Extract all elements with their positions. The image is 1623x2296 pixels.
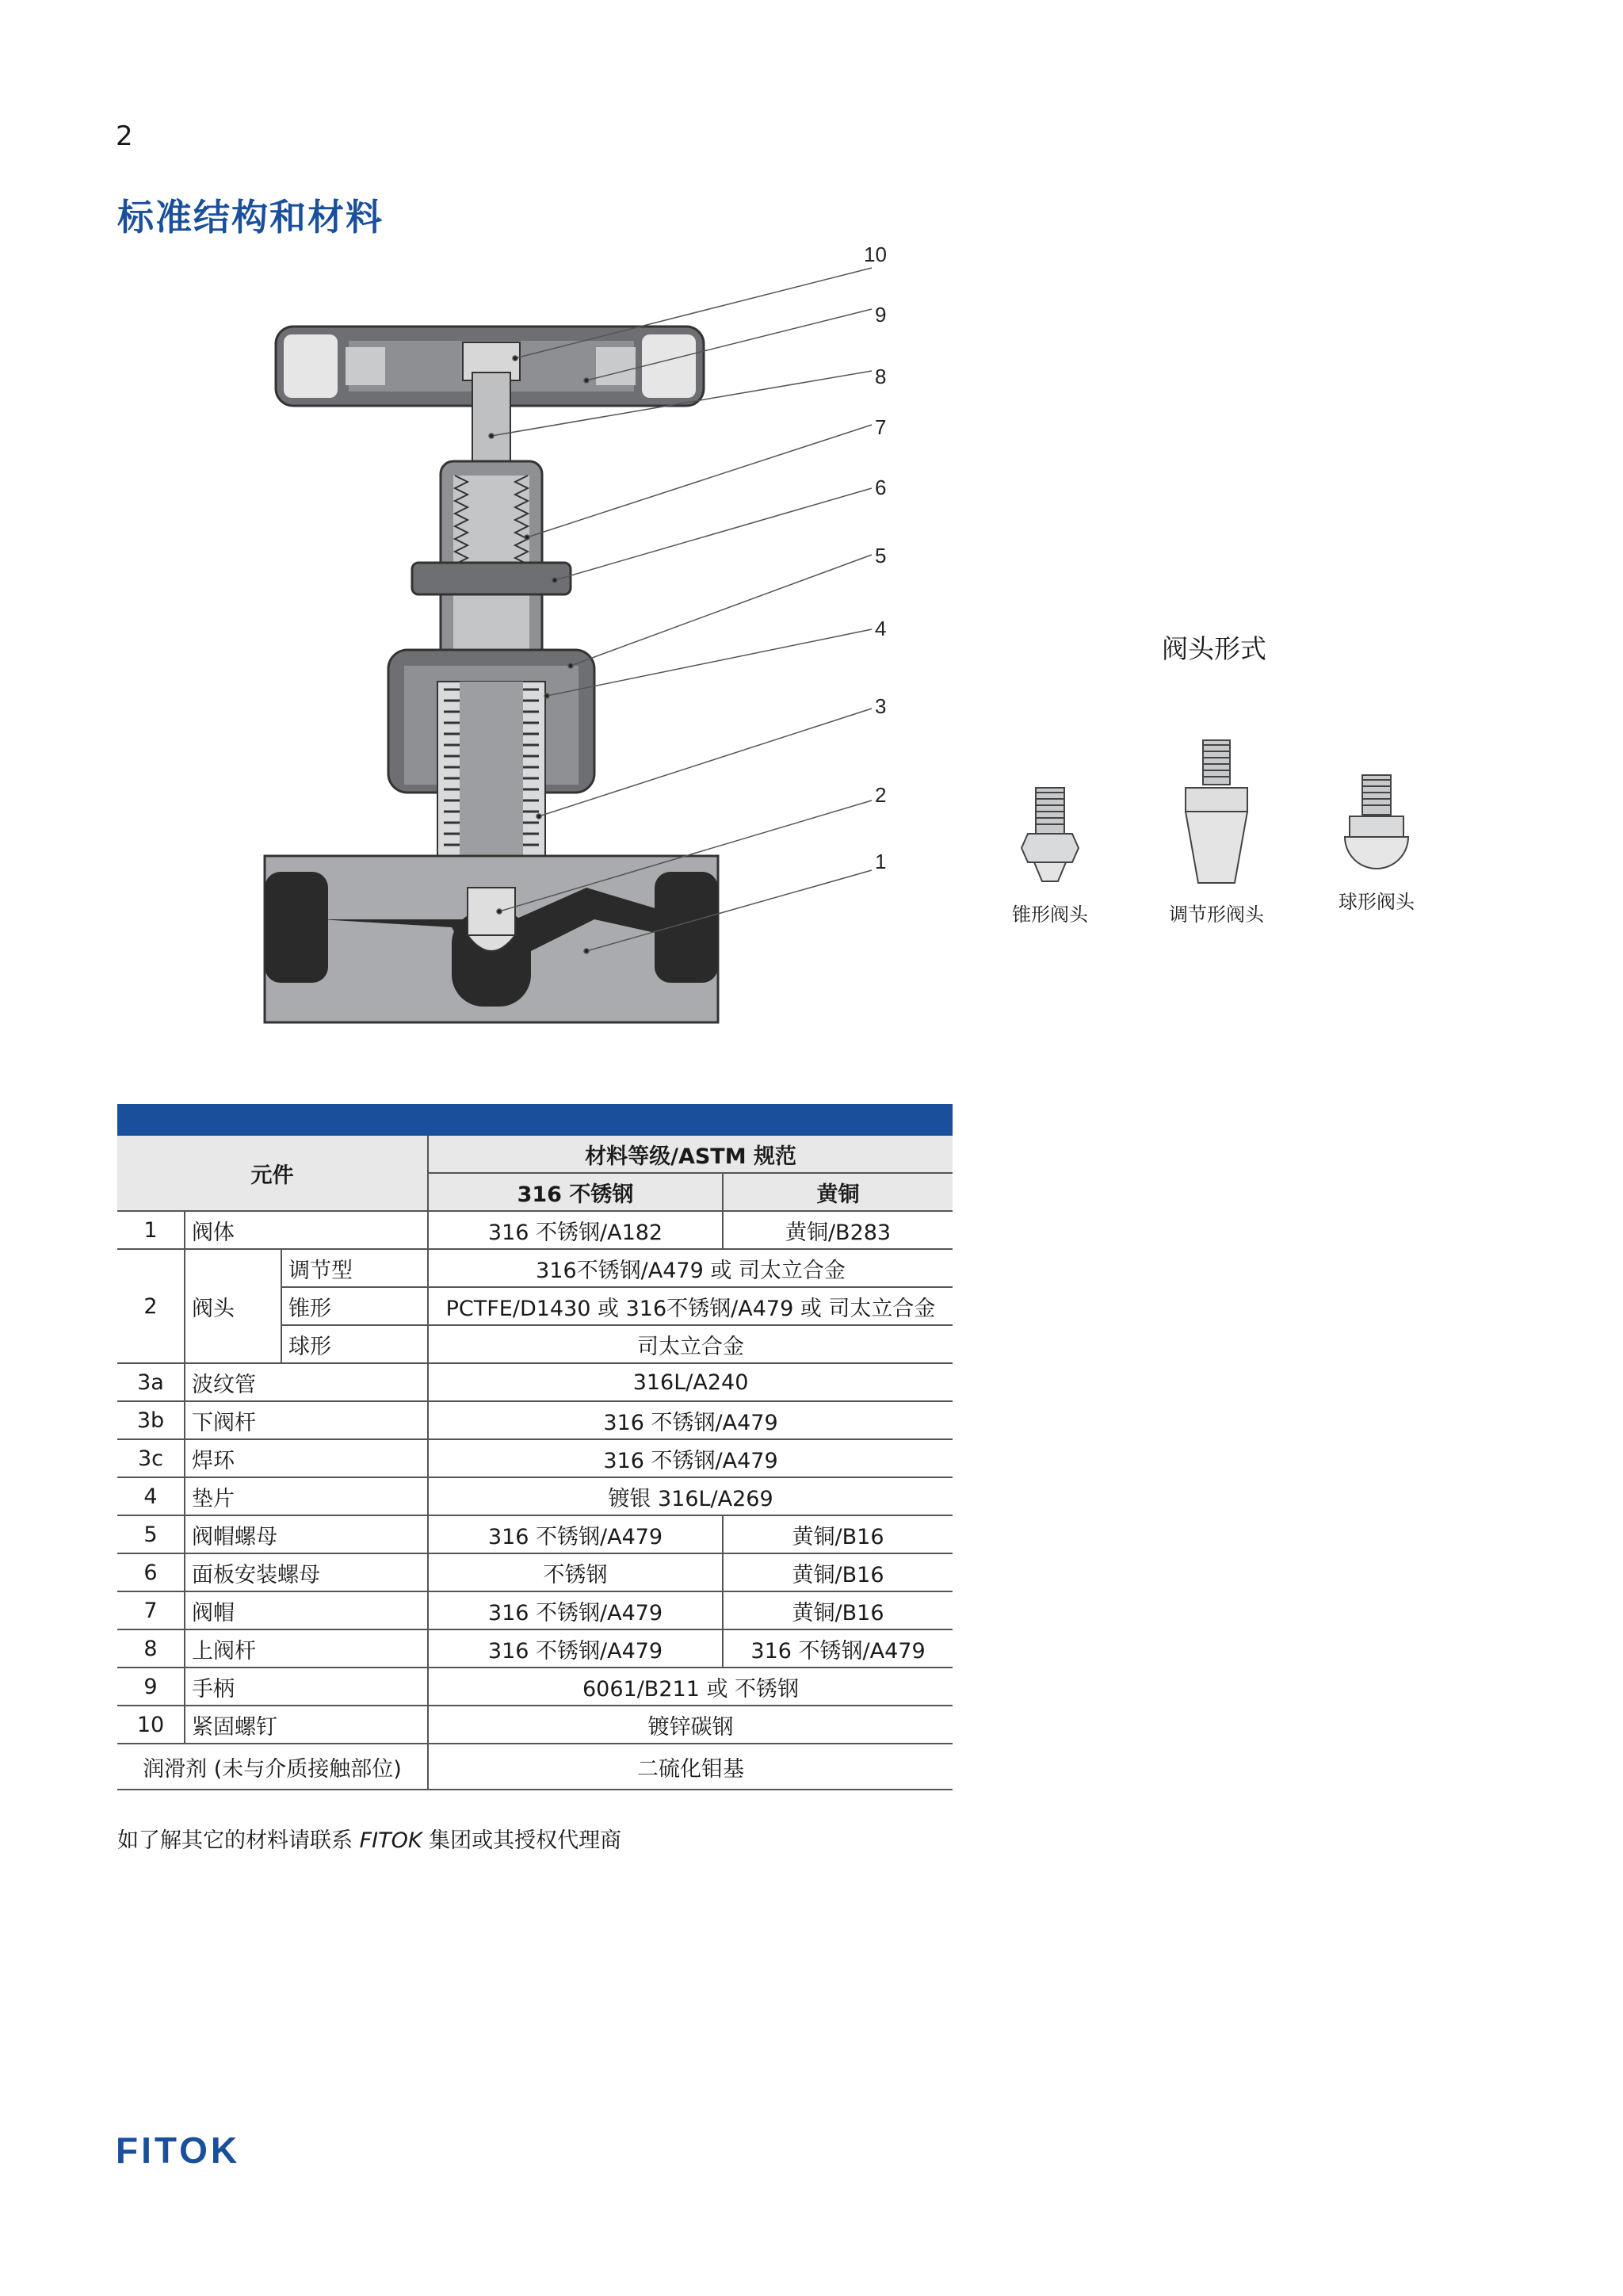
row-brass-material: 黄铜/B16 (723, 1515, 953, 1553)
row-material: 镀银 316L/A269 (428, 1477, 953, 1515)
row-subtype: 锥形 (281, 1287, 428, 1325)
row-component: 紧固螺钉 (185, 1706, 428, 1744)
table-row (117, 1401, 953, 1439)
stem-type-ball (1321, 772, 1432, 914)
table-row (117, 1629, 953, 1668)
valve-cross-section-diagram (254, 238, 888, 1030)
footnote (117, 1823, 621, 1854)
callout-8: 8 (875, 365, 887, 388)
row-material: 316 不锈钢/A479 (428, 1401, 953, 1439)
row-ss-material: 316 不锈钢/A479 (428, 1629, 723, 1668)
row-ss-material: 316 不锈钢/A182 (428, 1211, 723, 1249)
row-number: 6 (117, 1553, 185, 1591)
row-component: 焊环 (185, 1439, 428, 1477)
ss-column-header: 316 不锈钢 (428, 1173, 723, 1211)
row-component: 波纹管 (185, 1363, 428, 1401)
row-ss-material: 316 不锈钢/A479 (428, 1515, 723, 1553)
table-row (117, 1591, 953, 1629)
row-material: 316不锈钢/A479 或 司太立合金 (428, 1249, 953, 1287)
table-header-bar (117, 1104, 953, 1136)
row-material: 镀锌碳钢 (428, 1706, 953, 1744)
row-component: 面板安装螺母 (185, 1553, 428, 1591)
cone-stem-icon (1010, 785, 1090, 888)
row-number: 7 (117, 1591, 185, 1629)
row-subtype: 调节型 (281, 1249, 428, 1287)
row-ss-material: 不锈钢 (428, 1553, 723, 1591)
footnote-brand: FITOK (359, 1828, 422, 1853)
callout-4: 4 (875, 617, 887, 640)
footnote-prefix: 如了解其它的材料请联系 (117, 1828, 360, 1853)
callout-1: 1 (875, 850, 887, 873)
callout-7: 7 (875, 415, 887, 439)
row-number: 8 (117, 1629, 185, 1668)
stem-type-label: 球形阀头 (1338, 891, 1415, 913)
row-brass-material: 黄铜/B283 (723, 1211, 953, 1249)
material-header: 材料等级/ASTM 规范 (428, 1136, 953, 1173)
row-material: 司太立合金 (428, 1325, 953, 1363)
row-number: 2 (117, 1249, 185, 1363)
table-row (117, 1477, 953, 1515)
regulating-stem-icon (1173, 737, 1260, 888)
fitok-logo: FITOK (116, 2130, 241, 2171)
row-brass-material: 316 不锈钢/A479 (723, 1629, 953, 1668)
ball-stem-icon (1337, 772, 1416, 875)
lubricant-component: 润滑剂 (未与介质接触部位) (117, 1744, 428, 1790)
row-number: 9 (117, 1668, 185, 1706)
table-row (117, 1515, 953, 1553)
row-number: 5 (117, 1515, 185, 1553)
callout-2: 2 (875, 783, 887, 807)
row-brass-material: 黄铜/B16 (723, 1553, 953, 1591)
stem-type-label: 锥形阀头 (1012, 904, 1088, 926)
table-header-row (117, 1136, 953, 1173)
stem-type-label: 调节形阀头 (1169, 904, 1264, 926)
table-row (117, 1211, 953, 1249)
callout-6: 6 (875, 476, 887, 499)
row-number: 4 (117, 1477, 185, 1515)
table-row (117, 1249, 953, 1287)
row-component: 垫片 (185, 1477, 428, 1515)
page-title: 标准结构和材料 (117, 196, 384, 239)
row-component: 阀帽螺母 (185, 1515, 428, 1553)
row-number: 3c (117, 1439, 185, 1477)
callout-3: 3 (875, 694, 887, 718)
row-material: 316 不锈钢/A479 (428, 1439, 953, 1477)
row-component: 手柄 (185, 1668, 428, 1706)
callout-10: 10 (864, 243, 887, 266)
row-number: 1 (117, 1211, 185, 1249)
component-header: 元件 (117, 1136, 428, 1211)
stem-types-title: 阀头形式 (1162, 633, 1266, 664)
table-row (117, 1668, 953, 1706)
callout-9: 9 (875, 303, 887, 327)
row-component: 阀头 (185, 1249, 281, 1363)
row-component: 下阀杆 (185, 1401, 428, 1439)
stem-type-regulating (1153, 737, 1280, 926)
row-ss-material: 316 不锈钢/A479 (428, 1591, 723, 1629)
table-row (117, 1706, 953, 1744)
materials-table (117, 1104, 953, 1790)
brass-column-header: 黄铜 (723, 1173, 953, 1211)
row-number: 10 (117, 1706, 185, 1744)
row-component: 上阀杆 (185, 1629, 428, 1668)
row-material: 316L/A240 (428, 1363, 953, 1401)
row-component: 阀帽 (185, 1591, 428, 1629)
row-subtype: 球形 (281, 1325, 428, 1363)
page-number: 2 (116, 120, 133, 152)
row-material: PCTFE/D1430 或 316不锈钢/A479 或 司太立合金 (428, 1287, 953, 1325)
row-number: 3a (117, 1363, 185, 1401)
table-row (117, 1439, 953, 1477)
footnote-suffix: 集团或其授权代理商 (422, 1828, 622, 1853)
table-row (117, 1553, 953, 1591)
row-component: 阀体 (185, 1211, 428, 1249)
stem-type-cone (995, 785, 1106, 926)
table-row (117, 1363, 953, 1401)
row-material: 6061/B211 或 不锈钢 (428, 1668, 953, 1706)
row-number: 3b (117, 1401, 185, 1439)
callout-5: 5 (875, 544, 887, 567)
row-brass-material: 黄铜/B16 (723, 1591, 953, 1629)
table-row (117, 1744, 953, 1790)
lubricant-material: 二硫化钼基 (428, 1744, 953, 1790)
